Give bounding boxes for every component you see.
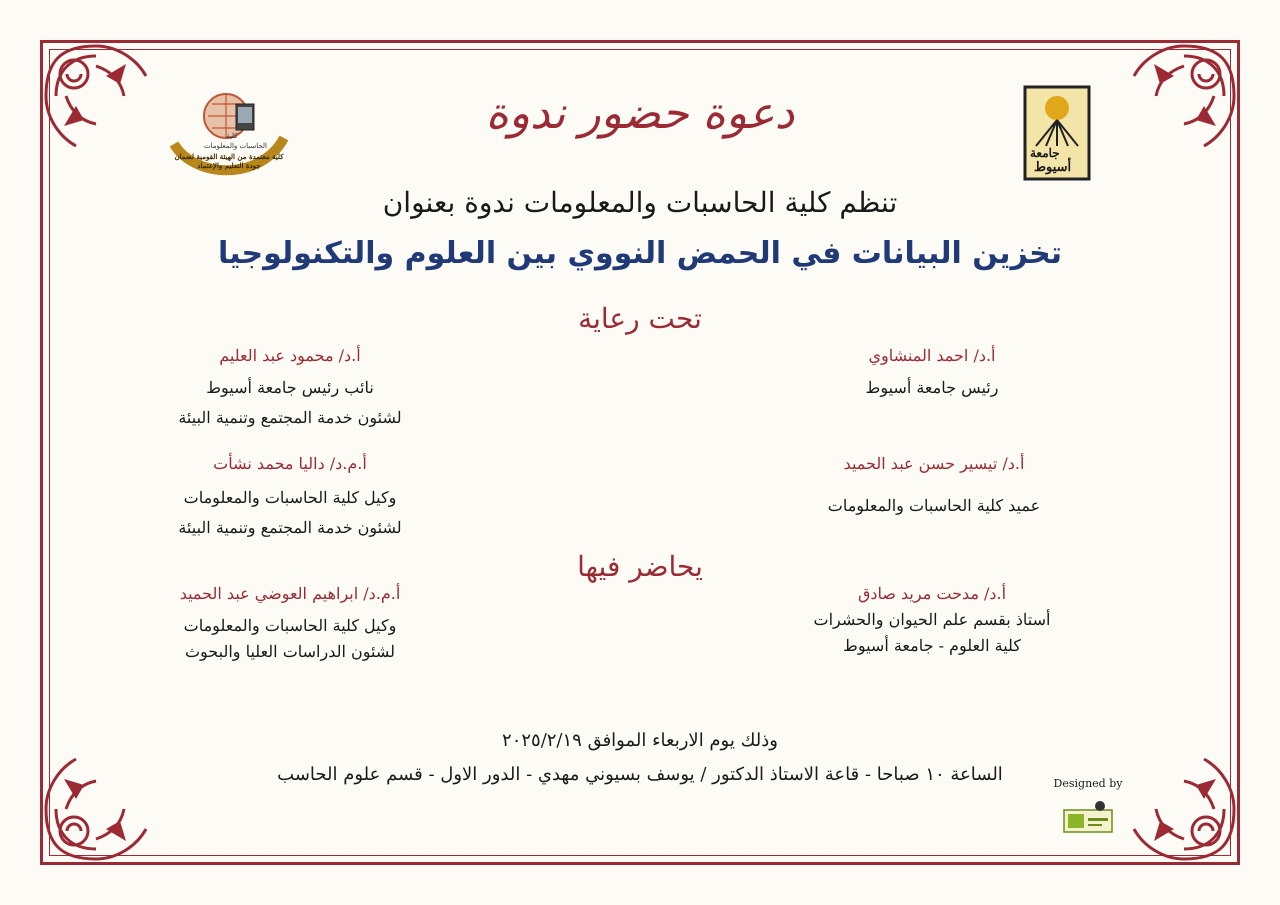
speaker-title-line: وكيل كلية الحاسبات والمعلومات — [183, 616, 397, 635]
patron-title-line: لشئون خدمة المجتمع وتنمية البيئة — [178, 408, 402, 427]
speaker-card-1 — [782, 584, 1082, 659]
patron-card-1 — [782, 346, 1082, 403]
speaker-card-2 — [130, 584, 450, 665]
speaker-title-line: أستاذ بقسم علم الحيوان والحشرات — [813, 610, 1051, 629]
corner-ornament-bottom-left — [36, 749, 156, 869]
patron-card-4 — [130, 454, 450, 543]
speaker-name: أ.م.د/ ابراهيم العوضي عبد الحميد — [179, 584, 401, 603]
patron-name: أ.م.د/ داليا محمد نشأت — [213, 454, 367, 473]
speakers-heading: يحاضر فيها — [577, 550, 703, 583]
designer-logo — [1060, 796, 1116, 840]
university-logo-text-1: جامعة — [1030, 146, 1060, 160]
patron-name: أ.د/ محمود عبد العليم — [219, 346, 361, 365]
patron-card-3 — [784, 454, 1084, 521]
patron-title-line: عميد كلية الحاسبات والمعلومات — [827, 496, 1041, 515]
faculty-logo-text-2: الحاسبات والمعلومات — [204, 142, 267, 150]
patron-name: أ.د/ احمد المنشاوي — [868, 346, 996, 365]
patron-title-line: نائب رئيس جامعة أسيوط — [206, 378, 374, 397]
event-location: الساعة ١٠ صباحا - قاعة الاستاذ الدكتور / يوسف بسيوني مهدي - الدور الاول - قسم علوم الحاسب — [277, 764, 1003, 785]
speaker-name: أ.د/ مدحت مريد صادق — [857, 584, 1007, 603]
patron-name: أ.د/ تيسير حسن عبد الحميد — [843, 454, 1025, 473]
speaker-title-line: لشئون الدراسات العليا والبحوث — [184, 642, 396, 661]
patron-card-2 — [130, 346, 450, 433]
university-logo-text-2: أسيوط — [1034, 160, 1072, 175]
corner-ornament-bottom-right — [1124, 749, 1244, 869]
invitation-title: دعوة حضور ندوة — [485, 88, 795, 139]
speaker-title-line: كلية العلوم - جامعة أسيوط — [843, 636, 1021, 655]
designed-by-label: Designed by — [1053, 777, 1123, 790]
faculty-logo-text-1: كلية — [226, 132, 238, 140]
patronage-heading: تحت رعاية — [578, 302, 702, 335]
patron-title-line: رئيس جامعة أسيوط — [865, 378, 999, 397]
patron-title-line: لشئون خدمة المجتمع وتنمية البيئة — [178, 518, 402, 537]
faculty-logo-arc-text: كلية معتمدة من الهيئة القومية لضمان جودة التعليم والإعتماد — [174, 152, 284, 170]
event-date: وذلك يوم الاربعاء الموافق ٢٠٢٥/٢/١٩ — [502, 730, 778, 751]
patron-title-line: وكيل كلية الحاسبات والمعلومات — [183, 488, 397, 507]
organizer-line: تنظم كلية الحاسبات والمعلومات ندوة بعنوان — [382, 186, 898, 219]
seminar-topic: تخزين البيانات في الحمض النووي بين العلوم والتكنولوجيا — [217, 236, 1063, 271]
